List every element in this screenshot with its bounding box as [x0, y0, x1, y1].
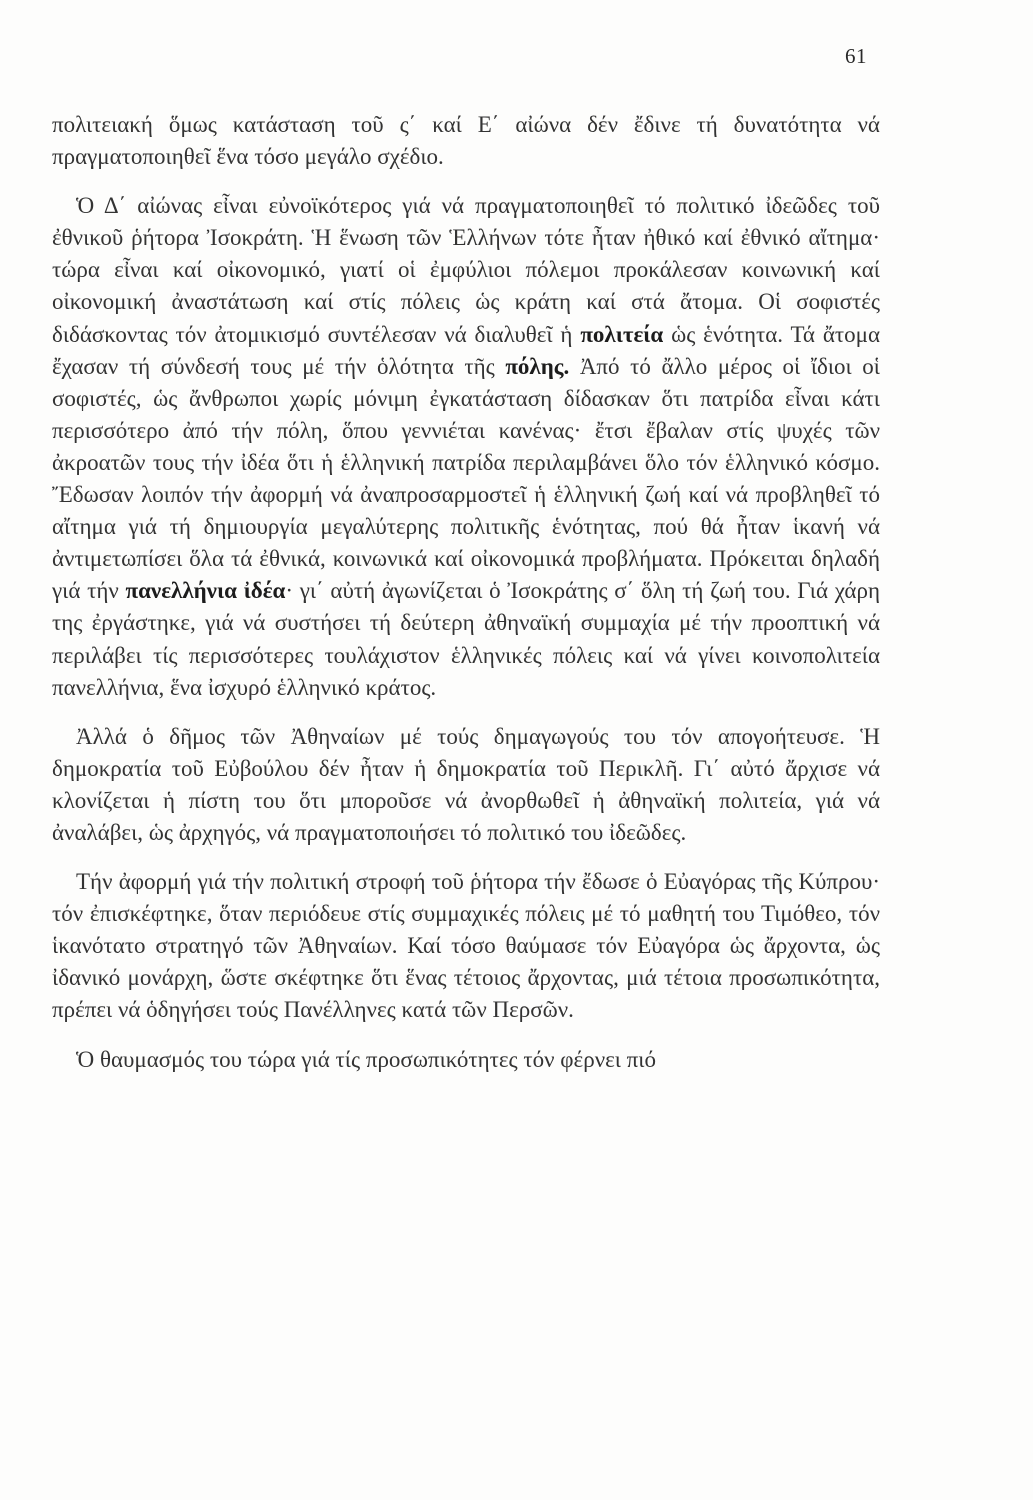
paragraph-2-segment-4: · γι΄ αὐτή ἀγωνίζεται ὁ Ἰσοκράτης σ΄ ὅλη τή ζωή του. Γιά χάρη της ἐργάστηκε, γιά νά συστήσει τή δεύτερη ἀθηναϊκή συμμαχία μέ τήν προοπτική νά περιλάβει τίς περισσότερες τουλάχιστον ἑλληνικές πόλεις καί νά γίνει κοινοπολιτεία πανελλήνια, ἕνα ἰσχυρό ἑλληνικό κράτος.	[52, 578, 880, 700]
paragraph-2-segment-3: Ἀπό τό ἄλλο μέρος οἱ ἴδιοι οἱ σοφιστές, ὡς ἄνθρωποι χωρίς μόνιμη ἐγκατάσταση δίδασκαν ὅτι πατρίδα εἶναι κάτι περισσότερο ἀπό τήν πόλη, ὅπου γεννιέται κανένας· ἔτσι ἔβαλαν στίς ψυχές τῶν ἀκροατῶν τους τήν ἰδέα ὅτι ἡ ἑλληνική πατρίδα περιλαμβάνει ὅλο τόν ἑλληνικό κόσμο. Ἔδωσαν λοιπόν τήν ἀφορμή νά ἀναπροσαρμοστεῖ ἡ ἑλληνική ζωή καί νά προβληθεῖ τό αἴτημα γιά τή δημιουργία μεγαλύτερης πολιτικῆς ἑνότητας, πού θά ἦταν ἱκανή νά ἀντιμετωπίσει ὅλα τά ἐθνικά, κοινωνικά καί οἰκονομικά προβλήματα. Πρόκειται δηλαδή γιά τήν	[52, 353, 880, 604]
paragraph-5	[52, 1044, 880, 1076]
paragraph-2	[52, 190, 880, 704]
paragraph-4-text: Τήν ἀφορμή γιά τήν πολιτική στροφή τοῦ ῥήτορα τήν ἔδωσε ὁ Εὐαγόρας τῆς Κύπρου· τόν ἐπισκέφτηκε, ὅταν περιόδευε στίς συμμαχικές πόλεις μέ τό μαθητή του Τιμόθεο, τόν ἱκανότατο στρατηγό τῶν Ἀθηναίων. Καί τόσο θαύμασε τόν Εὐαγόρα ὡς ἄρχοντα, ὡς ἰδανικό μονάρχη, ὥστε σκέφτηκε ὅτι ἕνας τέτοιος ἄρχοντας, μιά τέτοια προσωπικότητα, πρέπει νά ὁδηγήσει τούς Πανέλληνες κατά τῶν Περσῶν.	[52, 869, 880, 1023]
paragraph-3-text: Ἀλλά ὁ δῆμος τῶν Ἀθηναίων μέ τούς δημαγωγούς του τόν απογοήτευσε. Ἡ δημοκρατία τοῦ Εὐβούλου δέν ἦταν ἡ δημοκρατία τοῦ Περικλῆ. Γι΄ αὐτό ἄρχισε νά κλονίζεται ἡ πίστη του ὅτι μποροῦσε νά ἀνορθωθεῖ ἡ ἀθηναϊκή πολιτεία, γιά νά ἀναλάβει, ὡς ἀρχηγός, νά πραγματοποιήσει τό πολιτικό του ἰδεῶδες.	[52, 723, 880, 845]
body-text	[52, 109, 880, 1093]
paragraph-1-text: πολιτειακή ὅμως κατάσταση τοῦ ς΄ καί Ε΄ αἰώνα δέν ἔδινε τή δυνατότητα νά πραγματοποιηθεῖ ἕνα τόσο μεγάλο σχέδιο.	[52, 112, 880, 170]
paragraph-1	[52, 109, 880, 173]
paragraph-5-text: Ὁ θαυμασμός του τώρα γιά τίς προσωπικότητες τόν φέρνει πιό	[76, 1046, 656, 1072]
bold-term-panhellenic-idea: πανελλήνια ἰδέα	[125, 578, 286, 604]
bold-term-politeia: πολιτεία	[580, 321, 664, 347]
paragraph-3	[52, 721, 880, 849]
bold-term-polis: πόλης.	[505, 353, 570, 379]
paragraph-2-segment-1: Ὁ Δ΄ αἰώνας εἶναι εὐνοϊκότερος γιά νά πραγματοποιηθεῖ τό πολιτικό ἰδεῶδες τοῦ ἐθνικοῦ ῥήτορα Ἰσοκράτη. Ἡ ἕνωση τῶν Ἑλλήνων τότε ἦταν ἠθικό καί ἐθνικό αἴτημα· τώρα εἶναι καί οἰκονομικό, γιατί οἱ ἐμφύλιοι πόλεμοι προκάλεσαν κοινωνική καί οἰκονομική ἀναστάτωση καί στίς πόλεις ὡς κράτη καί στά ἄτομα. Οἱ σοφιστές διδάσκοντας τόν ἀτομικισμό συντέλεσαν νά διαλυθεῖ ἡ	[52, 193, 880, 347]
paragraph-2-segment-2: ὡς ἑνότητα. Τά ἄτομα ἔχασαν τή σύνδεσή τους μέ τήν ὁλότητα τῆς	[52, 321, 880, 379]
paragraph-4	[52, 866, 880, 1026]
page-number: 61	[845, 44, 867, 68]
